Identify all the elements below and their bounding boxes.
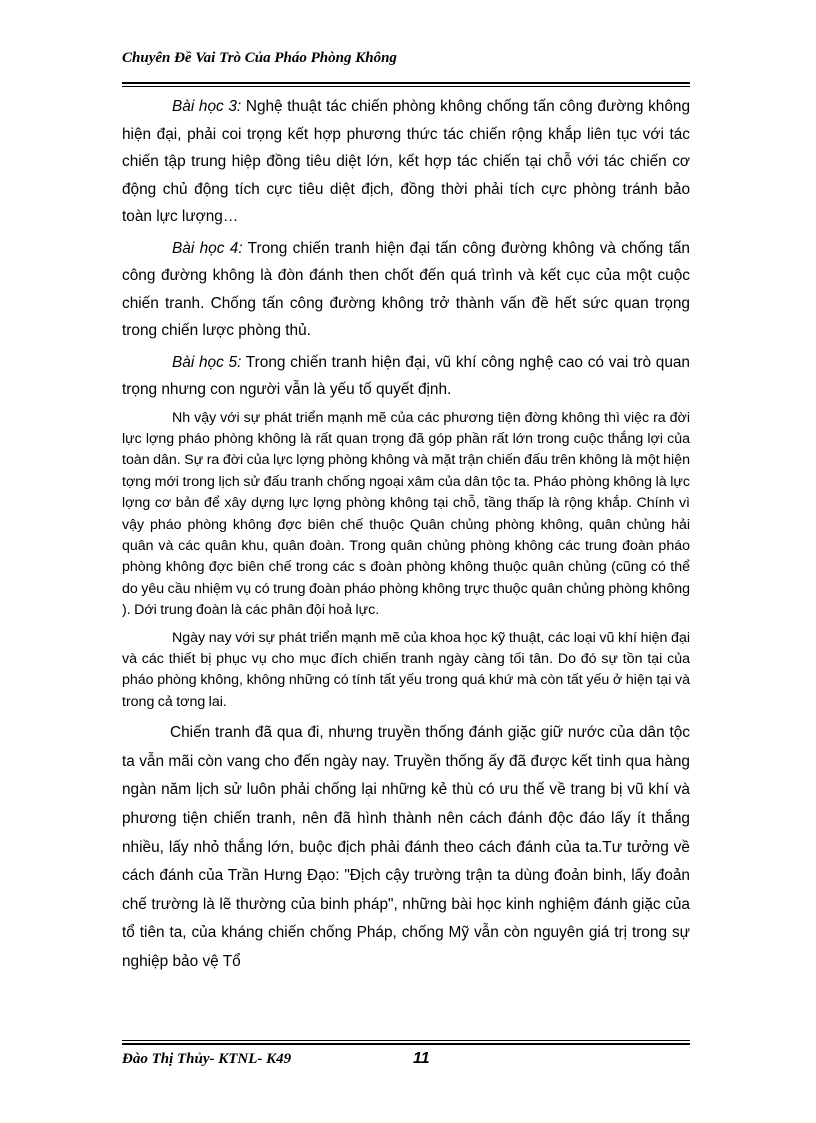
lesson-4-label: Bài học 4: — [172, 239, 243, 257]
lesson-4-paragraph — [122, 235, 690, 345]
footer-rule-thin — [122, 1040, 690, 1041]
lesson-3-paragraph — [122, 93, 690, 231]
paragraph-modern-era: Ngày nay với sự phát triển mạnh mẽ của khoa học kỹ thuật, các loại vũ khí hiện đại và các thiết bị phục vụ cho mục đích chiến tranh ngày càng tối tân. Do đó sự tồn tại của pháo phòng không, không những có tính tất yếu trong quá khứ mà còn tất yếu ở hiện tại và trong cả tơng lai. — [122, 629, 690, 710]
lesson-3-text: Nghệ thuật tác chiến phòng không chống tấn công đường không hiện đại, phải coi trọng kết hợp phương thức tác chiến rộng khắp liên tục với tác chiến tập trung hiệp đồng tiêu diệt lớn, kết hợp tác chiến tại chỗ với tác chiến cơ động chủ động tích cực tiêu diệt địch, đồng thời phải tích cực phòng tránh bảo toàn lực lượng… — [122, 98, 691, 225]
document-body — [122, 93, 690, 977]
footer-author: Đào Thị Thủy- KTNL- K49 — [122, 1051, 292, 1067]
header-rule-thin — [122, 86, 690, 87]
paragraph-development: Nh vậy với sự phát triển mạnh mẽ của các phương tiện đờng không thì việc ra đời lực lợng pháo phòng không là rất quan trọng đã góp phần rất lớn trong cuộc thắng lợi của toàn dân. Sự ra đời của lực lợng phòng không và mặt trận chiến đấu trên không là một hiện tợng mới trong lịch sử đấu tranh chống ngoại xâm của dân tộc ta. Pháo phòng không là lực lợng cơ bản để xây dựng lực lợng phòng không tại chỗ, tầng thấp là rộng khắp. Chính vì vậy pháo phòng không đợc biên chế thuộc Quân chủng phòng không, quân chủng hải quân và các quân khu, quân đoàn. Trong quân chủng phòng không các trung đoàn pháo phòng không đợc biên chế trong các s đoàn phòng không thuộc quân chủng (cũng có thể do yêu cầu nhiệm vụ có trung đoàn pháo phòng không trực thuộc quân chủng phòng không ). Dới trung đoàn là các phân đội hoả lực. — [122, 409, 690, 619]
lesson-5-paragraph — [122, 349, 690, 404]
lesson-5-text: Trong chiến tranh hiện đại, vũ khí công nghệ cao có vai trò quan trọng nhưng con người vẫn là yếu tố quyết định. — [122, 353, 690, 398]
paragraph-tradition: Chiến tranh đã qua đi, nhưng truyền thống đánh giặc giữ nước của dân tộc ta vẫn mãi còn vang cho đến ngày nay. Truyền thống ấy đã được kết tinh qua hàng ngàn năm lịch sử luôn phải chống lại những kẻ thù có ưu thế về trang bị vũ khí và phương tiện chiến tranh, nên đã hình thành nên cách đánh độc đáo lấy ít thắng nhiều, lấy nhỏ thắng lớn, buộc địch phải đánh theo cách đánh của ta.Tư tưởng về cách đánh của Trần Hưng Đạo: "Địch cậy trường trận ta dùng đoản binh, lấy đoản chế trường là lẽ thường của binh pháp", những bài học kinh nghiệm đánh giặc của tổ tiên ta, của kháng chiến chống Pháp, chống Mỹ vẫn còn nguyên giá trị trong sự nghiệp bảo vệ Tổ — [122, 724, 690, 970]
footer-rule-thick — [122, 1043, 690, 1045]
page-header-title: Chuyên Đề Vai Trò Của Pháo Phòng Không — [122, 50, 397, 66]
lesson-3-label: Bài học 3: — [172, 98, 242, 115]
header-rule-thick — [122, 82, 690, 84]
page-number: 11 — [413, 1050, 430, 1067]
lesson-5-label: Bài học 5: — [172, 353, 242, 371]
lesson-4-text: Trong chiến tranh hiện đại tấn công đường không và chống tấn công đường không là đòn đánh then chốt đến quá trình và kết cục của một cuộc chiến tranh. Chống tấn công đường không trở thành vấn đề hết sức quan trọng trong chiến lược phòng thủ. — [122, 239, 690, 339]
